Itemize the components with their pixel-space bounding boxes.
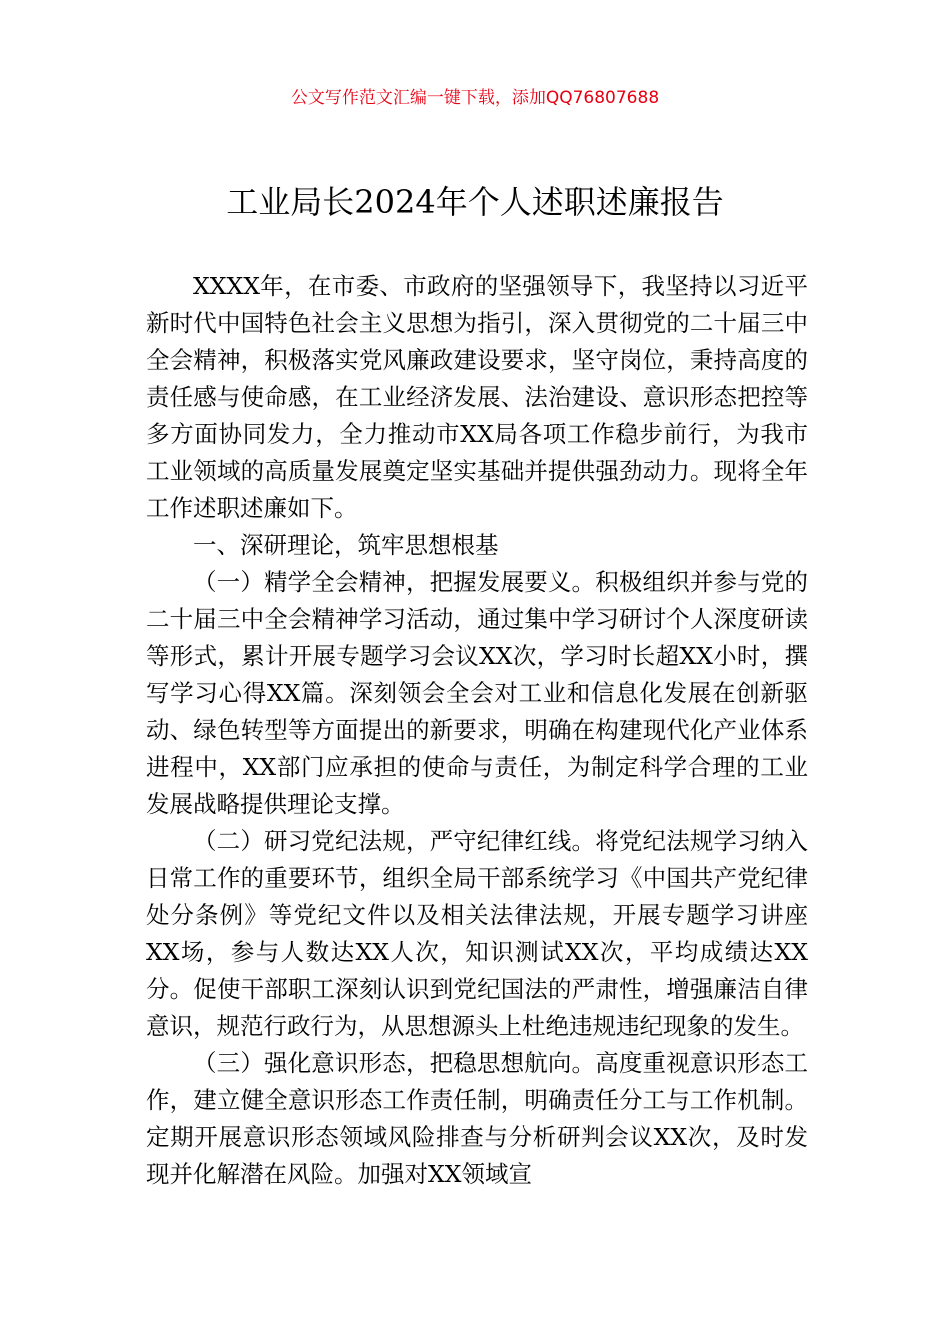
document-body	[146, 268, 808, 1193]
section-heading: 一、深研理论，筑牢思想根基	[193, 531, 499, 559]
paragraph-study-plenum: （一）精学全会精神，把握发展要义。积极组织并参与党的二十届三中全会精神学习活动，通过集中学习研讨个人深度研读等形式，累计开展专题学习会议XX次，学习时长超XX小时，撰写学习心得XX篇。深刻领会全会对工业和信息化发展在创新驱动、绿色转型等方面提出的新要求，明确在构建现代化产业体系进程中，XX部门应承担的使命与责任，为制定科学合理的工业发展战略提供理论支撑。	[146, 568, 808, 818]
paragraph-ideology: （三）强化意识形态，把稳思想航向。高度重视意识形态工作，建立健全意识形态工作责任制，明确责任分工与工作机制。定期开展意识形态领域风险排查与分析研判会议XX次，及时发现并化解潜在风险。加强对XX领域宣	[146, 1049, 808, 1188]
intro-paragraph: XXXX年，在市委、市政府的坚强领导下，我坚持以习近平新时代中国特色社会主义思想为指引，深入贯彻党的二十届三中全会精神，积极落实党风廉政建设要求，坚守岗位，秉持高度的责任感与使命感，在工业经济发展、法治建设、意识形态把控等多方面协同发力，全力推动市XX局各项工作稳步前行，为我市工业领域的高质量发展奠定坚实基础并提供强劲动力。现将全年工作述职述廉如下。	[146, 272, 808, 522]
paragraph-party-discipline: （二）研习党纪法规，严守纪律红线。将党纪法规学习纳入日常工作的重要环节，组织全局干部系统学习《中国共产党纪律处分条例》等党纪文件以及相关法律法规，开展专题学习讲座XX场，参与人数达XX人次，知识测试XX次，平均成绩达XX分。促使干部职工深刻认识到党纪国法的严肃性，增强廉洁自律意识，规范行政行为，从思想源头上杜绝违规违纪现象的发生。	[146, 827, 808, 1040]
download-banner: 公文写作范文汇编一键下载，添加QQ76807688	[290, 88, 660, 108]
document-title: 工业局长2024年个人述职述廉报告	[226, 183, 724, 221]
